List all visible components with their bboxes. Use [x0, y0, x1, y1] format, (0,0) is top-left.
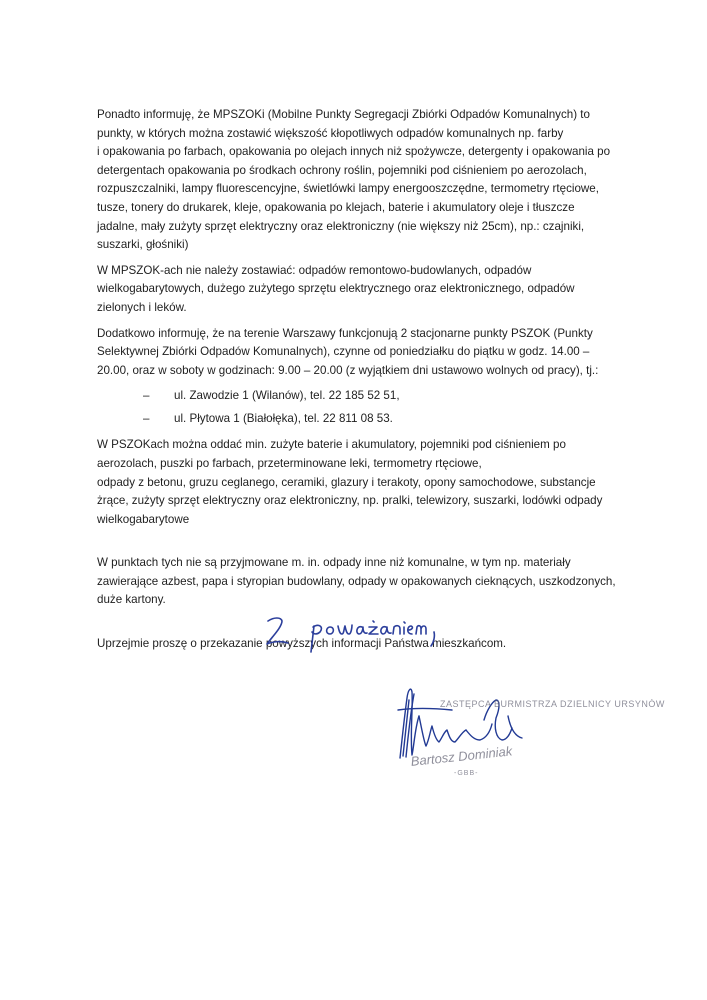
text-line: i opakowania po farbach, opakowania po olejach innych niż spożywcze, detergenty i opakowania po: [97, 145, 611, 159]
address-text: ul. Płytowa 1 (Białołęka), tel. 22 811 08 53.: [174, 412, 393, 426]
stamp-name-text: Bartosz Dominiak: [410, 743, 513, 769]
paragraph-pszok-accepted: [97, 436, 617, 529]
list-dash: –: [143, 389, 150, 403]
text-line: Uprzejmie proszę o przekazanie powyższych informacji Państwa mieszkańcom.: [97, 637, 507, 651]
text-line: żrące, zużyty sprzęt elektryczny oraz elektroniczny, np. pralki, telewizory, suszarki, lodówki odpady: [97, 494, 603, 508]
text-line: zawierające azbest, papa i styropian budowlany, odpady w opakowanych cieknących, uszkodzonych,: [97, 574, 616, 588]
text-line: W PSZOKach można oddać min. zużyte baterie i akumulatory, pojemniki pod ciśnieniem po: [97, 438, 566, 452]
pszok-address-list: [97, 384, 617, 430]
text-line: aerozolach, puszki po farbach, przeterminowane leki, termometry rtęciowe,: [97, 456, 482, 470]
paragraph-pszok-info: [97, 325, 617, 381]
text-line: wielkogabarytowych, dużego zużytego sprzętu elektrycznego oraz elektronicznego, odpadów: [97, 282, 575, 296]
text-line: zielonych i leków.: [97, 300, 187, 314]
text-line: Selektywnej Zbiórki Odpadów Komunalnych), czynne od poniedziałku do piątku w godz. 14.00 –: [97, 345, 590, 359]
handwritten-closing: [264, 612, 444, 660]
text-line: 20.00, oraz w soboty w godzinach: 9.00 – 20.00 (z wyjątkiem dni ustawowo wolnych od pracy), tj.:: [97, 363, 599, 377]
text-line: wielkogabarytowe: [97, 512, 190, 526]
text-line: suszarki, głośniki): [97, 238, 189, 252]
address-text: ul. Zawodzie 1 (Wilanów), tel. 22 185 52 51,: [174, 389, 400, 403]
text-line: rozpuszczalniki, lampy fluorescencyjne, świetlówki lampy energooszczędne, termometry rtęciowe,: [97, 182, 599, 196]
text-line: punkty, w których można zostawić większość kłopotliwych odpadów komunalnych np. farby: [97, 126, 564, 140]
text-line: W punktach tych nie są przyjmowane m. in. odpady inne niż komunalne, w tym np. materiały: [97, 556, 571, 570]
text-line: Ponadto informuję, że MPSZOKi (Mobilne Punkty Segregacji Zbiórki Odpadów Komunalnych) to: [97, 108, 590, 121]
stamp-sub-text: -GBB-: [454, 770, 479, 777]
list-item: [97, 384, 617, 407]
text-line: detergentach opakowania po środkach ochrony roślin, pojemniki pod ciśnieniem po aerozolach,: [97, 163, 587, 177]
letter-body: [97, 106, 617, 654]
text-line: tusze, tonery do drukarek, kleje, opakowania po klejach, baterie i akumulatory oleje i tłuszcze: [97, 200, 575, 214]
text-line: odpady z betonu, gruzu ceglanego, ceramiki, glazury i terakoty, opony samochodowe, substancje: [97, 475, 596, 489]
text-line: Dodatkowo informuję, że na terenie Warszawy funkcjonują 2 stacjonarne punkty PSZOK (Punkty: [97, 326, 593, 340]
list-dash: –: [143, 412, 150, 426]
text-line: W MPSZOK-ach nie należy zostawiać: odpadów remontowo-budowlanych, odpadów: [97, 263, 532, 277]
text-line: duże kartony.: [97, 593, 166, 607]
official-stamp: [410, 699, 665, 779]
paragraph-mpszok-excluded: [97, 262, 617, 318]
text-line: jadalne, mały zużyty sprzęt elektryczny oraz elektroniczny (nie większy niż 25cm), np.: czajniki,: [97, 219, 585, 233]
paragraph-pszok-not-accepted: [97, 554, 617, 610]
list-item: [97, 407, 617, 430]
paragraph-mpszok-info: [97, 106, 617, 255]
stamp-office-text: ZASTĘPCA BURMISTRZA DZIELNICY URSYNÓW: [440, 699, 665, 709]
